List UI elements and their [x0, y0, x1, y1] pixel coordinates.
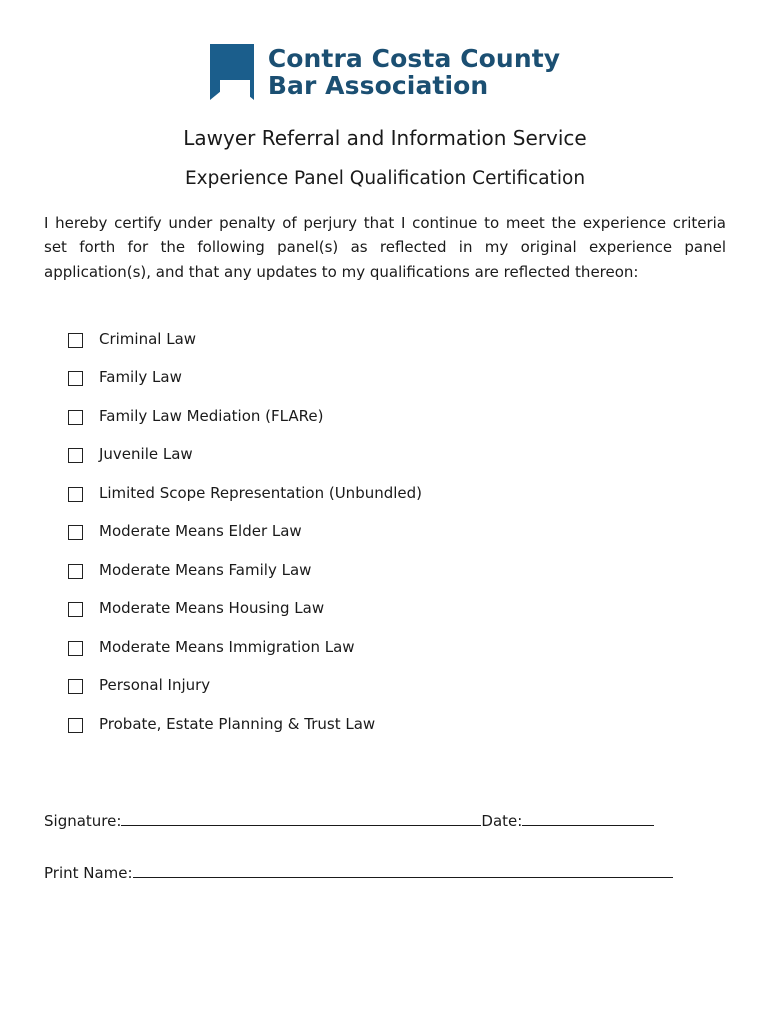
- panel-label: Moderate Means Housing Law: [99, 599, 325, 618]
- panel-label: Moderate Means Elder Law: [99, 522, 302, 541]
- signature-row: [44, 812, 726, 830]
- panel-label: Personal Injury: [99, 676, 211, 695]
- page-title: Lawyer Referral and Information Service: [183, 126, 587, 150]
- checkbox-icon[interactable]: [68, 679, 83, 694]
- panel-label: Probate, Estate Planning & Trust Law: [99, 714, 376, 733]
- checkbox-icon[interactable]: [68, 718, 83, 733]
- panel-checkbox-list: [44, 330, 726, 733]
- checkbox-icon[interactable]: [68, 371, 83, 386]
- panel-label: Moderate Means Family Law: [99, 560, 312, 579]
- panel-label: Limited Scope Representation (Unbundled): [99, 483, 423, 502]
- list-item[interactable]: [68, 561, 726, 579]
- signature-label: Signature:: [44, 812, 122, 830]
- checkbox-icon[interactable]: [68, 602, 83, 617]
- checkbox-icon[interactable]: [68, 525, 83, 540]
- checkbox-icon[interactable]: [68, 448, 83, 463]
- panel-label: Moderate Means Immigration Law: [99, 637, 355, 656]
- logo-line-1: Contra Costa County: [267, 44, 561, 73]
- logo-line-2: Bar Association: [267, 71, 489, 100]
- signature-field[interactable]: [121, 813, 481, 826]
- list-item[interactable]: [68, 368, 726, 386]
- list-item[interactable]: [68, 445, 726, 463]
- list-item[interactable]: [68, 407, 726, 425]
- print-name-field[interactable]: [133, 865, 673, 878]
- date-label: Date:: [481, 812, 523, 830]
- list-item[interactable]: [68, 676, 726, 694]
- panel-label: Family Law: [99, 368, 182, 387]
- panel-label: Criminal Law: [99, 329, 197, 348]
- list-item[interactable]: [68, 715, 726, 733]
- signature-block: [44, 812, 726, 916]
- checkbox-icon[interactable]: [68, 487, 83, 502]
- list-item[interactable]: [68, 330, 726, 348]
- checkbox-icon[interactable]: [68, 564, 83, 579]
- checkbox-icon[interactable]: [68, 410, 83, 425]
- logo-text: [268, 45, 560, 99]
- organization-logo: [44, 0, 726, 100]
- list-item[interactable]: [68, 638, 726, 656]
- panel-label: Family Law Mediation (FLARe): [99, 406, 324, 425]
- list-item[interactable]: [68, 484, 726, 502]
- print-name-label: Print Name:: [44, 864, 133, 882]
- certification-paragraph: I hereby certify under penalty of perjury that I continue to meet the experience criteria set forth for the following panel(s) as reflected in my original experience panel application(s), and that any updates to my qualifications are reflected thereon:: [44, 214, 726, 281]
- list-item[interactable]: [68, 599, 726, 617]
- page-subtitle: Experience Panel Qualification Certification: [184, 168, 586, 189]
- bookmark-logo-icon: [210, 44, 254, 100]
- panel-label: Juvenile Law: [99, 445, 193, 464]
- list-item[interactable]: [68, 522, 726, 540]
- checkbox-icon[interactable]: [68, 333, 83, 348]
- checkbox-icon[interactable]: [68, 641, 83, 656]
- print-name-row: [44, 864, 726, 882]
- date-field[interactable]: [522, 813, 654, 826]
